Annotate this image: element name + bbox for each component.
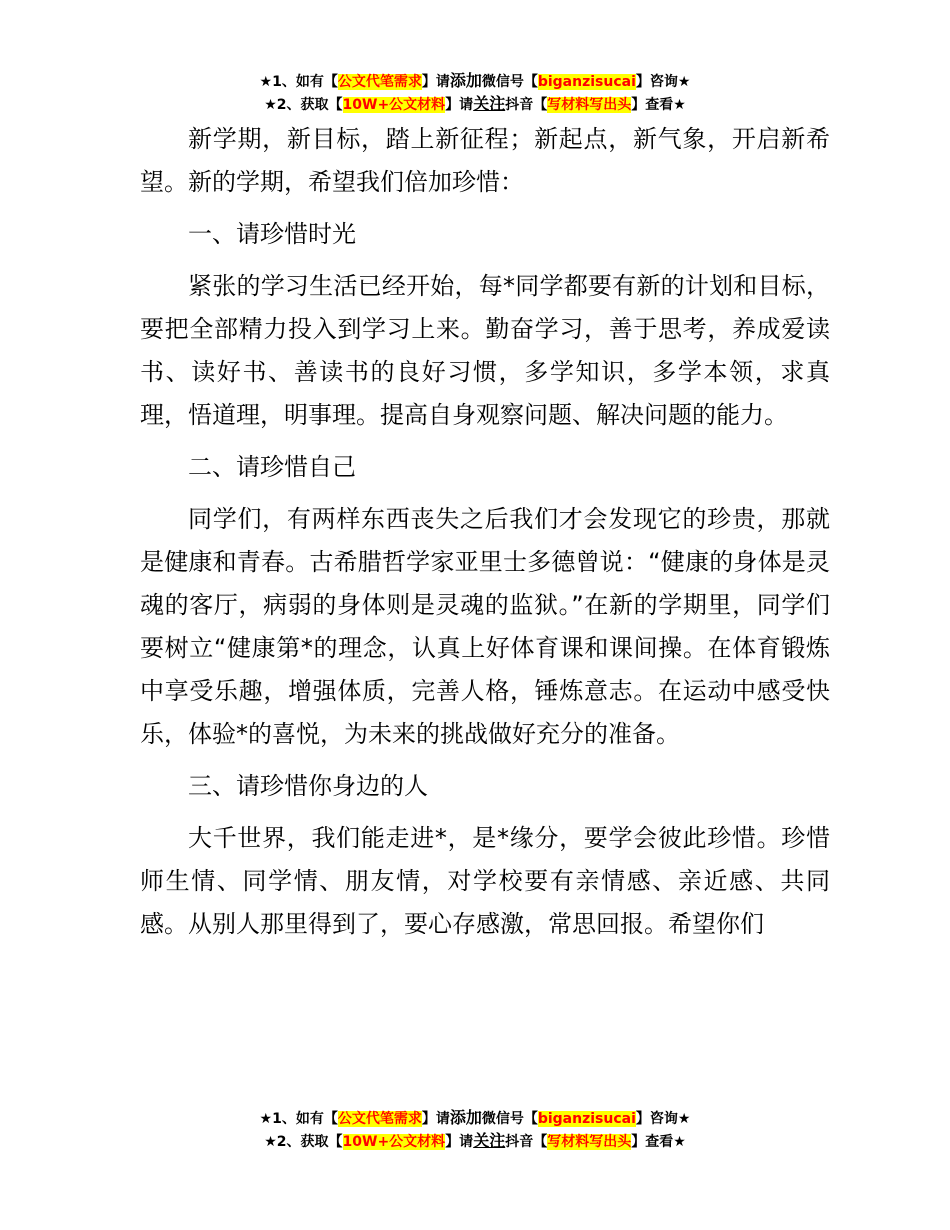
banner-text: 】咨询★ (635, 1111, 691, 1127)
banner-text: 微信号【 (481, 1111, 538, 1127)
banner-text: 】咨询★ (635, 74, 691, 90)
banner-text: 微信号【 (481, 74, 538, 90)
banner-line-1 (0, 1107, 950, 1130)
section-heading-3: 三、请珍惜你身边的人 (188, 772, 428, 800)
banner-text: 】查看★ (631, 97, 686, 113)
footer-banner (0, 1107, 950, 1153)
header-banner (0, 70, 950, 116)
section-heading-2: 二、请珍惜自己 (188, 453, 356, 481)
banner-line-1 (0, 70, 950, 93)
banner-line-2 (0, 1130, 950, 1153)
banner-text: 】请 (421, 1111, 450, 1127)
body-paragraph: 紧张的学习生活已经开始，每*同学都要有新的计划和目标，要把全部精力投入到学习上来。勤奋学习，善于思考，养成爱读书、读好书、善读书的良好习惯，多学知识，多学本领，求真理，悟道理，明事理。提高自身观察问题、解决问题的能力。 (140, 272, 830, 429)
banner-text: 】请 (445, 97, 474, 113)
emphasis-text: 关注 (473, 1131, 506, 1150)
banner-text: 抖音【 (505, 97, 548, 113)
emphasis-text: 添加 (449, 71, 482, 90)
section-heading-1: 一、请珍惜时光 (188, 220, 356, 248)
emphasis-text: 添加 (449, 1108, 482, 1127)
highlight-text: 公文代笔需求 (337, 74, 422, 90)
body-paragraph: 同学们，有两样东西丧失之后我们才会发现它的珍贵，那就是健康和青春。古希腊哲学家亚里士多德曾说：“健康的身体是灵魂的客厅，病弱的身体则是灵魂的监狱。”在新的学期里，同学们要树立“健康第*的理念，认真上好体育课和课间操。在体育锻炼中享受乐趣，增强体质，完善人格，锤炼意志。在运动中感受快乐，体验*的喜悦，为未来的挑战做好充分的准备。 (140, 505, 830, 748)
emphasis-text: 关注 (473, 94, 506, 113)
banner-text: ★1、如有【 (259, 1111, 338, 1127)
banner-text: ★2、获取【 (264, 1134, 343, 1150)
douyin-id-highlight: 写材料写出头 (547, 97, 632, 113)
document-body (140, 118, 830, 955)
banner-text: ★2、获取【 (264, 97, 343, 113)
banner-text: 】查看★ (631, 1134, 686, 1150)
highlight-text: 公文代笔需求 (337, 1111, 422, 1127)
banner-text: 抖音【 (505, 1134, 548, 1150)
intro-paragraph: 新学期，新目标，踏上新征程；新起点，新气象，开启新希望。新的学期，希望我们倍加珍惜： (140, 125, 830, 196)
banner-text: 】请 (421, 74, 450, 90)
banner-text: ★1、如有【 (259, 74, 338, 90)
highlight-text: 10W+公文材料 (342, 97, 446, 113)
highlight-text: 10W+公文材料 (342, 1134, 446, 1150)
banner-text: 】请 (445, 1134, 474, 1150)
wechat-id-highlight: biganzisucai (537, 74, 636, 90)
banner-line-2 (0, 93, 950, 116)
wechat-id-highlight: biganzisucai (537, 1111, 636, 1127)
body-paragraph: 大千世界，我们能走进*，是*缘分，要学会彼此珍惜。珍惜师生情、同学情、朋友情，对学校要有亲情感、亲近感、共同感。从别人那里得到了，要心存感激，常思回报。希望你们 (140, 824, 830, 938)
douyin-id-highlight: 写材料写出头 (547, 1134, 632, 1150)
